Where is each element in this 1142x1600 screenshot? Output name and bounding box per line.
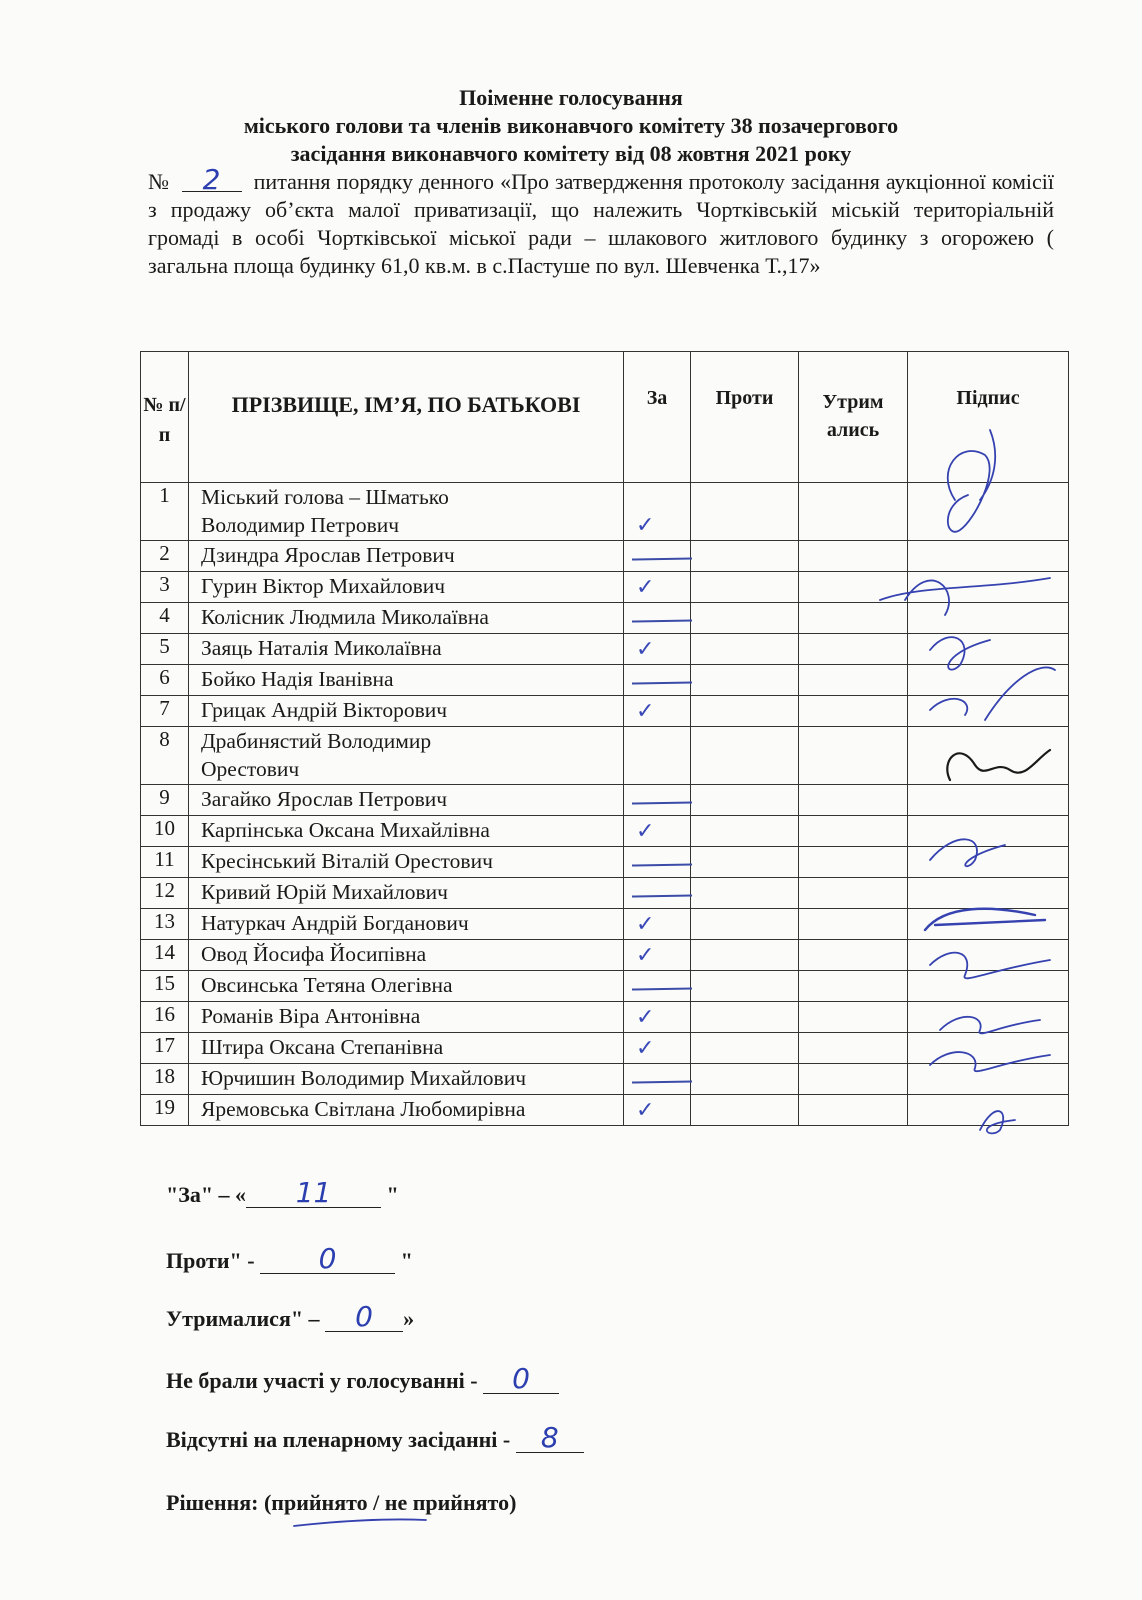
vote-abstained-cell xyxy=(799,572,908,603)
check-mark-icon: ✓ xyxy=(636,1036,655,1061)
agenda-text: питання порядку денного «Про затвердження протоколу засідання аукціонної комісії з продажу об’єкта малої приватизації, що належить Чортківській міській територіальній громаді в особі Чортківської міської ради – шлакового житлового будинку з огорожею ( загальна площа будинку 61,0 кв.м. в с.Пастуше по вул. Шевченка Т.,17» xyxy=(148,169,1055,278)
signature-cell xyxy=(908,541,1069,572)
vote-against-cell xyxy=(691,785,799,816)
vote-abstained-cell xyxy=(799,1095,908,1126)
row-number: 5 xyxy=(141,634,189,665)
vote-abstained-cell xyxy=(799,727,908,785)
check-mark-icon: ✓ xyxy=(636,819,655,844)
member-name: Штира Оксана Степанівна xyxy=(189,1033,624,1064)
table-row xyxy=(141,483,1069,541)
vote-against-cell xyxy=(691,634,799,665)
row-number: 6 xyxy=(141,665,189,696)
vote-abstained-cell xyxy=(799,816,908,847)
vote-abstained-cell xyxy=(799,847,908,878)
row-number: 8 xyxy=(141,727,189,785)
vote-for-cell xyxy=(624,572,691,603)
vote-abstained-cell xyxy=(799,940,908,971)
vote-for-cell xyxy=(624,785,691,816)
signature-cell xyxy=(908,816,1069,847)
vote-against-cell xyxy=(691,727,799,785)
vote-against-cell xyxy=(691,1033,799,1064)
header-signature: Підпис xyxy=(908,352,1069,483)
tally-against-end: " xyxy=(395,1248,413,1273)
tally-against-value: 0 xyxy=(318,1242,337,1275)
table-row xyxy=(141,572,1069,603)
signature-cell xyxy=(908,847,1069,878)
header-for: За xyxy=(624,352,691,483)
header-number: № п/ п xyxy=(141,352,189,483)
vote-for-cell xyxy=(624,1033,691,1064)
vote-against-cell xyxy=(691,1095,799,1126)
tally-for-value: 11 xyxy=(295,1176,332,1209)
row-number: 14 xyxy=(141,940,189,971)
tally-abstained xyxy=(166,1300,415,1334)
member-name: Міський голова – Шматько Володимир Петрович xyxy=(189,483,624,541)
member-name: Загайко Ярослав Петрович xyxy=(189,785,624,816)
tally-not-participated-blank xyxy=(483,1362,559,1395)
member-name: Натуркач Андрій Богданович xyxy=(189,909,624,940)
member-name: Романів Віра Антонівна xyxy=(189,1002,624,1033)
check-mark-icon: ✓ xyxy=(636,1098,655,1123)
table-row xyxy=(141,727,1069,785)
table-row xyxy=(141,541,1069,572)
agenda-number-handwritten: 2 xyxy=(182,169,242,192)
vote-against-cell xyxy=(691,878,799,909)
signature-cell xyxy=(908,634,1069,665)
vote-for-cell xyxy=(624,1064,691,1095)
tally-for-blank xyxy=(246,1176,381,1209)
signature-cell xyxy=(908,1095,1069,1126)
member-name: Колісник Людмила Миколаївна xyxy=(189,603,624,634)
vote-for-cell xyxy=(624,665,691,696)
agenda-paragraph xyxy=(148,163,1055,280)
tally-abstained-value: 0 xyxy=(355,1300,373,1333)
vote-abstained-cell xyxy=(799,665,908,696)
signature-cell xyxy=(908,878,1069,909)
header-name: ПРІЗВИЩЕ, ІМ’Я, ПО БАТЬКОВІ xyxy=(189,352,624,483)
tally-against-label: Проти" - xyxy=(166,1248,261,1273)
table-row xyxy=(141,785,1069,816)
table-row xyxy=(141,816,1069,847)
vote-abstained-cell xyxy=(799,971,908,1002)
vote-abstained-cell xyxy=(799,909,908,940)
vote-against-cell xyxy=(691,572,799,603)
signature-cell xyxy=(908,1002,1069,1033)
tally-abstained-blank xyxy=(325,1300,403,1333)
decision-line: Рішення: (прийнято / не прийнято) xyxy=(166,1490,517,1515)
signature-cell xyxy=(908,727,1069,785)
vote-against-cell xyxy=(691,483,799,541)
vote-for-cell xyxy=(624,541,691,572)
check-mark-icon: ✓ xyxy=(636,699,655,724)
table-row xyxy=(141,878,1069,909)
row-number: 17 xyxy=(141,1033,189,1064)
dash-mark-icon xyxy=(632,863,692,866)
vote-abstained-cell xyxy=(799,878,908,909)
vote-for-cell xyxy=(624,847,691,878)
vote-against-cell xyxy=(691,940,799,971)
table-row xyxy=(141,696,1069,727)
tally-not-participated xyxy=(166,1362,559,1396)
tally-abstained-label: Утрималися" – xyxy=(166,1306,326,1331)
vote-for-cell xyxy=(624,634,691,665)
check-mark-icon: ✓ xyxy=(636,1005,655,1030)
title-line-1: Поіменне голосування xyxy=(459,85,683,110)
vote-abstained-cell xyxy=(799,483,908,541)
member-name: Кресінський Віталій Орестович xyxy=(189,847,624,878)
tally-for-end: " xyxy=(381,1182,399,1207)
row-number: 3 xyxy=(141,572,189,603)
vote-table xyxy=(140,351,1069,1126)
row-number: 13 xyxy=(141,909,189,940)
row-number: 18 xyxy=(141,1064,189,1095)
row-number: 12 xyxy=(141,878,189,909)
row-number: 19 xyxy=(141,1095,189,1126)
member-name: Юрчишин Володимир Михайлович xyxy=(189,1064,624,1095)
vote-for-cell xyxy=(624,483,691,541)
signature-cell xyxy=(908,665,1069,696)
vote-against-cell xyxy=(691,1064,799,1095)
table-row xyxy=(141,603,1069,634)
dash-mark-icon xyxy=(632,681,692,684)
member-name: Бойко Надія Іванівна xyxy=(189,665,624,696)
check-mark-icon: ✓ xyxy=(636,513,655,538)
row-number: 10 xyxy=(141,816,189,847)
table-row xyxy=(141,971,1069,1002)
vote-against-cell xyxy=(691,816,799,847)
table-row xyxy=(141,940,1069,971)
member-name: Яремовська Світлана Любомирівна xyxy=(189,1095,624,1126)
dash-mark-icon xyxy=(632,801,692,804)
dash-mark-icon xyxy=(632,557,692,560)
tally-absent-label: Відсутні на пленарному засіданні - xyxy=(166,1427,516,1452)
table-row xyxy=(141,634,1069,665)
signature-cell xyxy=(908,940,1069,971)
tally-abstained-end: » xyxy=(403,1306,415,1331)
dash-mark-icon xyxy=(632,619,692,622)
dash-mark-icon xyxy=(632,1080,692,1083)
signature-cell xyxy=(908,696,1069,727)
table-row xyxy=(141,665,1069,696)
tally-for-label: "За" – « xyxy=(166,1182,247,1207)
vote-against-cell xyxy=(691,603,799,634)
tally-not-participated-value: 0 xyxy=(512,1362,530,1395)
vote-abstained-cell xyxy=(799,634,908,665)
agenda-number-prefix: № xyxy=(148,169,170,194)
check-mark-icon: ✓ xyxy=(636,575,655,600)
vote-against-cell xyxy=(691,847,799,878)
vote-against-cell xyxy=(691,1002,799,1033)
tally-not-participated-label: Не брали участі у голосуванні - xyxy=(166,1368,484,1393)
member-name: Дзиндра Ярослав Петрович xyxy=(189,541,624,572)
vote-against-cell xyxy=(691,909,799,940)
vote-for-cell xyxy=(624,1095,691,1126)
check-mark-icon: ✓ xyxy=(636,637,655,662)
title-line-2: міського голови та членів виконавчого комітету 38 позачергового xyxy=(243,113,899,138)
vote-for-cell xyxy=(624,909,691,940)
member-name: Гурин Віктор Михайлович xyxy=(189,572,624,603)
row-number: 4 xyxy=(141,603,189,634)
vote-abstained-cell xyxy=(799,785,908,816)
row-number: 2 xyxy=(141,541,189,572)
tally-absent-value: 8 xyxy=(540,1421,559,1454)
tally-against xyxy=(166,1242,413,1276)
table-row xyxy=(141,1033,1069,1064)
row-number: 15 xyxy=(141,971,189,1002)
vote-for-cell xyxy=(624,696,691,727)
vote-abstained-cell xyxy=(799,1033,908,1064)
tally-for xyxy=(166,1176,399,1210)
dash-mark-icon xyxy=(632,987,692,990)
decision-underline-mark xyxy=(290,1512,430,1532)
signature-cell xyxy=(908,1064,1069,1095)
signature-cell xyxy=(908,785,1069,816)
signature-cell xyxy=(908,971,1069,1002)
tally-against-blank xyxy=(260,1242,395,1275)
vote-for-cell xyxy=(624,971,691,1002)
row-number: 9 xyxy=(141,785,189,816)
table-row xyxy=(141,1064,1069,1095)
vote-abstained-cell xyxy=(799,541,908,572)
vote-for-cell xyxy=(624,940,691,971)
signature-cell xyxy=(908,1033,1069,1064)
vote-against-cell xyxy=(691,541,799,572)
vote-abstained-cell xyxy=(799,696,908,727)
check-mark-icon: ✓ xyxy=(636,912,655,937)
row-number: 7 xyxy=(141,696,189,727)
vote-abstained-cell xyxy=(799,603,908,634)
table-row xyxy=(141,847,1069,878)
member-name: Грицак Андрій Вікторович xyxy=(189,696,624,727)
table-row xyxy=(141,1002,1069,1033)
signature-cell xyxy=(908,572,1069,603)
row-number: 1 xyxy=(141,483,189,541)
vote-for-cell xyxy=(624,727,691,785)
member-name: Заяць Наталія Миколаївна xyxy=(189,634,624,665)
vote-against-cell xyxy=(691,971,799,1002)
member-name: Карпінська Оксана Михайлівна xyxy=(189,816,624,847)
vote-for-cell xyxy=(624,816,691,847)
member-name: Кривий Юрій Михайлович xyxy=(189,878,624,909)
vote-for-cell xyxy=(624,603,691,634)
tally-absent xyxy=(166,1421,584,1455)
member-name: Овсинська Тетяна Олегівна xyxy=(189,971,624,1002)
member-name: Овод Йосифа Йосипівна xyxy=(189,940,624,971)
vote-against-cell xyxy=(691,665,799,696)
header-against: Проти xyxy=(691,352,799,483)
row-number: 16 xyxy=(141,1002,189,1033)
vote-for-cell xyxy=(624,1002,691,1033)
signature-cell xyxy=(908,483,1069,541)
row-number: 11 xyxy=(141,847,189,878)
vote-against-cell xyxy=(691,696,799,727)
check-mark-icon: ✓ xyxy=(636,943,655,968)
title-line-3: засідання виконавчого комітету від 08 жовтня 2021 року xyxy=(290,141,852,166)
tally-absent-blank xyxy=(516,1421,584,1454)
vote-abstained-cell xyxy=(799,1002,908,1033)
member-name: Драбинястий Володимир Орестович xyxy=(189,727,624,785)
vote-abstained-cell xyxy=(799,1064,908,1095)
dash-mark-icon xyxy=(632,894,692,897)
table-row xyxy=(141,909,1069,940)
vote-for-cell xyxy=(624,878,691,909)
table-row xyxy=(141,1095,1069,1126)
header-abstained: Утрим ались xyxy=(799,352,908,483)
signature-cell xyxy=(908,909,1069,940)
signature-cell xyxy=(908,603,1069,634)
